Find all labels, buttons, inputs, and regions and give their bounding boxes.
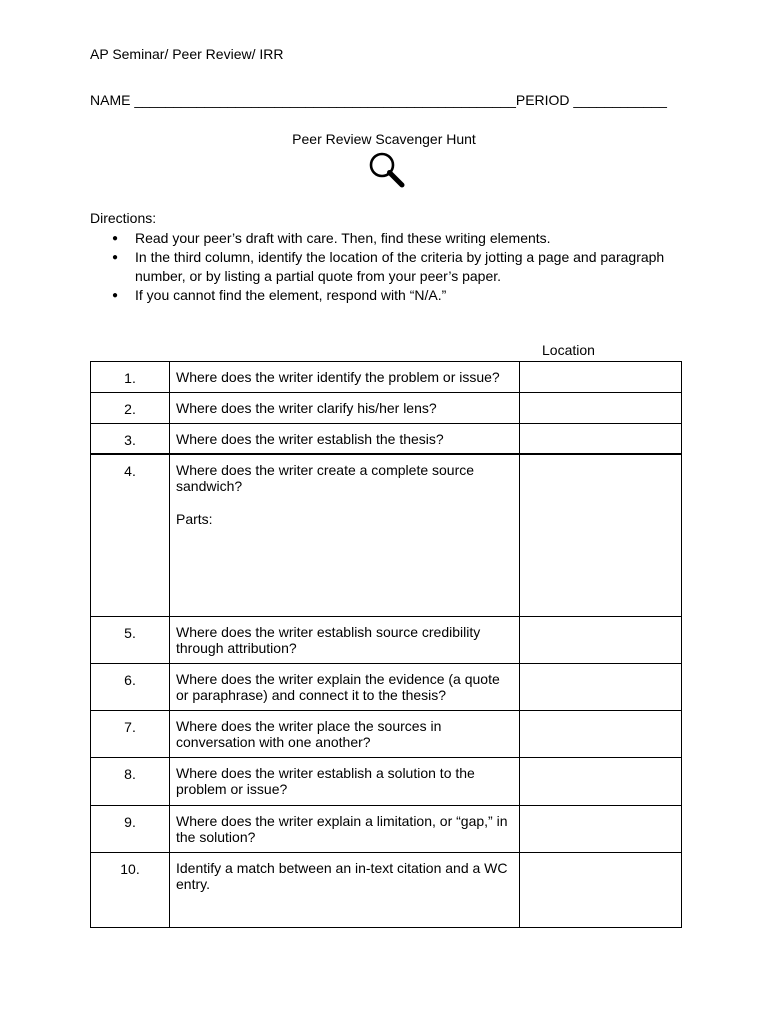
table-row [91,393,682,424]
location-cell[interactable] [520,362,682,393]
directions-heading: Directions: [90,210,157,226]
row-number: 3. [91,424,170,454]
row-question: Where does the writer create a complete source sandwich? [176,461,475,494]
row-number: 2. [91,393,170,424]
row-question: Where does the writer establish source credibility through attribution? [170,617,520,664]
magnifying-glass-icon [367,150,407,190]
directions-item: ● In the third column, identify the location of the criteria by jotting a page and paragraph number, or by listing a partial quote from your peer’s paper. [112,248,682,286]
row-question: Where does the writer establish a solution to the problem or issue? [170,758,520,806]
name-period-line: NAME _________________________________________________PERIOD ____________ [90,92,667,108]
table-row [91,711,682,758]
row-number: 10. [91,853,170,928]
location-cell[interactable] [520,454,682,617]
table-row [91,806,682,853]
row-number: 4. [91,454,170,617]
row-question: Where does the writer identify the problem or issue? [170,362,520,393]
table-row [91,617,682,664]
row-number: 1. [91,362,170,393]
location-cell[interactable] [520,758,682,806]
row-question: Where does the writer place the sources in conversation with one another? [170,711,520,758]
parts-label: Parts: [176,510,213,527]
row-question-cell [170,454,520,617]
scavenger-hunt-table [90,361,682,928]
location-cell[interactable] [520,711,682,758]
row-question: Where does the writer explain a limitation, or “gap,” in the solution? [170,806,520,853]
location-cell[interactable] [520,617,682,664]
table-row [91,424,682,454]
location-cell[interactable] [520,393,682,424]
row-question: Identify a match between an in-text citation and a WC entry. [170,853,520,928]
table-row [91,454,682,617]
table-row [91,362,682,393]
page-title: Peer Review Scavenger Hunt [292,131,476,147]
row-question: Where does the writer establish the thesis? [170,424,520,454]
row-question: Where does the writer clarify his/her lens? [170,393,520,424]
course-header: AP Seminar/ Peer Review/ IRR [90,46,284,62]
location-column-header: Location [542,342,595,358]
location-cell[interactable] [520,664,682,711]
directions-item: ● Read your peer’s draft with care. Then, find these writing elements. [112,229,682,248]
location-cell[interactable] [520,806,682,853]
directions-list [112,229,682,305]
row-question: Where does the writer explain the evidence (a quote or paraphrase) and connect it to the thesis? [170,664,520,711]
directions-item: ● If you cannot find the element, respond with “N/A.” [112,286,682,305]
location-cell[interactable] [520,424,682,454]
row-number: 9. [91,806,170,853]
row-number: 7. [91,711,170,758]
row-number: 6. [91,664,170,711]
table-row [91,853,682,928]
table-row [91,664,682,711]
row-number: 8. [91,758,170,806]
table-row [91,758,682,806]
row-number: 5. [91,617,170,664]
location-cell[interactable] [520,853,682,928]
